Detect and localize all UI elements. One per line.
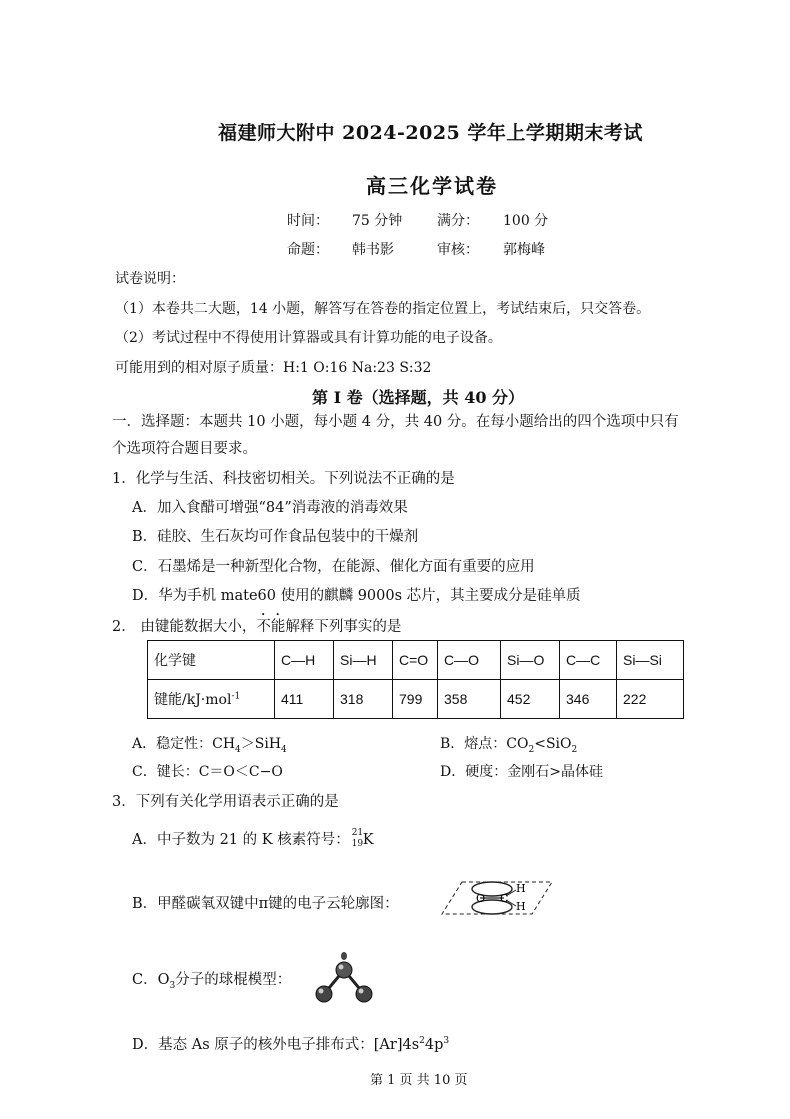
q2-option-a — [132, 733, 287, 755]
section-1-intro-line-1: 一．选择题：本题共 10 小题，每小题 4 分，共 40 分。在每小题给出的四个选项中只有 — [112, 414, 679, 430]
nuclide-element: K — [362, 832, 374, 848]
q2-option-b-sub-1: 2 — [528, 744, 535, 755]
bond-energy-unit-exponent: -1 — [231, 691, 241, 702]
score-label: 满分： — [437, 213, 479, 229]
q1-option-c: C．石墨烯是一种新型化合物，在能源、催化方面有重要的应用 — [132, 559, 535, 575]
pi-bond-electron-cloud-figure — [440, 876, 555, 920]
score-value: 100 分 — [503, 213, 549, 229]
q3-option-c-suffix: 分子的球棍模型： — [175, 972, 292, 988]
author-value: 韩书影 — [352, 242, 394, 258]
exam-subtitle: 高三化学试卷 — [366, 174, 498, 198]
q3-option-c — [132, 968, 291, 991]
nuclide-mass-number: 21 — [351, 828, 364, 838]
q3-option-d-sup-2: 3 — [443, 1036, 450, 1047]
q2-option-b-mid: <SiO — [534, 736, 572, 752]
q2-stem-suffix: 解释下列事实的是 — [285, 619, 402, 635]
table-cell: 799 — [393, 680, 438, 719]
q3-option-c-prefix: C．O — [132, 972, 170, 988]
nuclide-symbol — [350, 830, 366, 850]
q2-option-a-sub-1: 4 — [235, 744, 241, 755]
highlight — [319, 989, 324, 994]
table-cell: 222 — [617, 680, 684, 719]
table-cell: 346 — [560, 680, 617, 719]
hydrogen-label-upper: H — [516, 882, 526, 895]
oxygen-atom-center — [336, 962, 352, 978]
hydrogen-label-lower: H — [516, 900, 526, 913]
q3-option-a — [132, 828, 374, 850]
q2-stem-emphasis: 不能 — [256, 619, 286, 635]
page-number: 第 1 页 共 10 页 — [370, 1073, 468, 1088]
table-cell: 318 — [334, 680, 393, 719]
q2-stem-prefix: 2． 由键能数据大小， — [112, 619, 257, 635]
q3-option-b: B．甲醛碳氧双键中π键的电子云轮廓图： — [132, 896, 399, 912]
q3-stem: 3．下列有关化学用语表示正确的是 — [112, 794, 339, 810]
table-cell: Si—O — [501, 641, 560, 680]
q2-option-a-text: A．稳定性：CH — [132, 736, 236, 752]
reviewer-label: 审核： — [437, 242, 479, 258]
table-cell: 化学键 — [148, 641, 275, 680]
q2-option-c: C．键长：C＝O＜C−O — [132, 764, 283, 780]
time-label: 时间： — [287, 213, 329, 229]
oxygen-label: O — [476, 892, 486, 905]
table-cell — [148, 680, 275, 719]
q1-option-b: B．硅胶、生石灰均可作食品包装中的干燥剂 — [132, 529, 419, 545]
q2-option-a-sub-2: 4 — [281, 744, 287, 755]
q2-option-a-mid: ＞SiH — [240, 736, 282, 752]
q1-option-d: D．华为手机 mate60 使用的麒麟 9000s 芯片，其主要成分是硅单质 — [132, 588, 581, 604]
table-cell: Si—H — [334, 641, 393, 680]
highlight — [359, 989, 364, 994]
q3-option-a-text: A．中子数为 21 的 K 核素符号： — [132, 832, 350, 848]
q2-option-b-sub-2: 2 — [571, 744, 578, 755]
carbon-label: C — [500, 892, 509, 905]
table-row — [148, 641, 684, 680]
section-1-title: 第 I 卷（选择题，共 40 分） — [312, 388, 525, 407]
table-cell: C—C — [560, 641, 617, 680]
nuclide-atomic-number: 19 — [351, 839, 364, 849]
q3-option-d-mid: 4p — [424, 1037, 444, 1053]
table-row — [148, 680, 684, 719]
table-cell: 358 — [438, 680, 501, 719]
table-cell: C=O — [393, 641, 438, 680]
exam-title: 福建师大附中 2024-2025 学年上学期期末考试 — [218, 122, 643, 144]
q2-option-b-text: B．熔点：CO — [440, 736, 529, 752]
time-value: 75 分钟 — [352, 213, 403, 229]
table-cell: 452 — [501, 680, 560, 719]
oxygen-atom-left — [316, 986, 332, 1002]
reviewer-value: 郭梅峰 — [503, 242, 545, 258]
oxygen-atom-right — [356, 986, 372, 1002]
lone-pair-lobe — [341, 952, 347, 960]
instructions-item-1: （1）本卷共二大题，14 小题，解答写在答卷的指定位置上，考试结束后，只交答卷。 — [115, 301, 651, 317]
table-cell: 411 — [275, 680, 334, 719]
atomic-mass-line: 可能用到的相对原子质量：H:1 O:16 Na:23 S:32 — [115, 360, 432, 376]
ozone-ball-stick-model — [310, 948, 380, 1008]
instructions-heading: 试卷说明： — [115, 271, 185, 287]
q3-option-d-sup-1: 2 — [419, 1036, 425, 1047]
highlight — [339, 965, 344, 970]
q3-option-c-sub: 3 — [169, 980, 176, 991]
q3-option-d-text: D．基态 As 原子的核外电子排布式：[Ar]4s — [132, 1037, 420, 1053]
q2-option-b — [440, 733, 577, 755]
q1-option-a: A．加入食醋可增强“84”消毒液的消毒效果 — [132, 500, 408, 516]
table-cell: Si—Si — [617, 641, 684, 680]
table-cell: C—O — [438, 641, 501, 680]
section-1-intro-line-2: 个选项符合题目要求。 — [112, 441, 257, 457]
q2-stem — [112, 611, 401, 636]
instructions-item-2: （2）考试过程中不得使用计算器或具有计算功能的电子设备。 — [115, 330, 502, 346]
author-label: 命题： — [287, 242, 329, 258]
q3-option-d — [132, 1033, 449, 1054]
table-cell: C—H — [275, 641, 334, 680]
q1-stem: 1．化学与生活、科技密切相关。下列说法不正确的是 — [112, 471, 455, 487]
q2-option-d: D．硬度：金刚石>晶体硅 — [440, 764, 603, 780]
bond-energy-label: 键能/kJ·mol — [154, 692, 232, 708]
bond-energy-table — [147, 640, 684, 719]
